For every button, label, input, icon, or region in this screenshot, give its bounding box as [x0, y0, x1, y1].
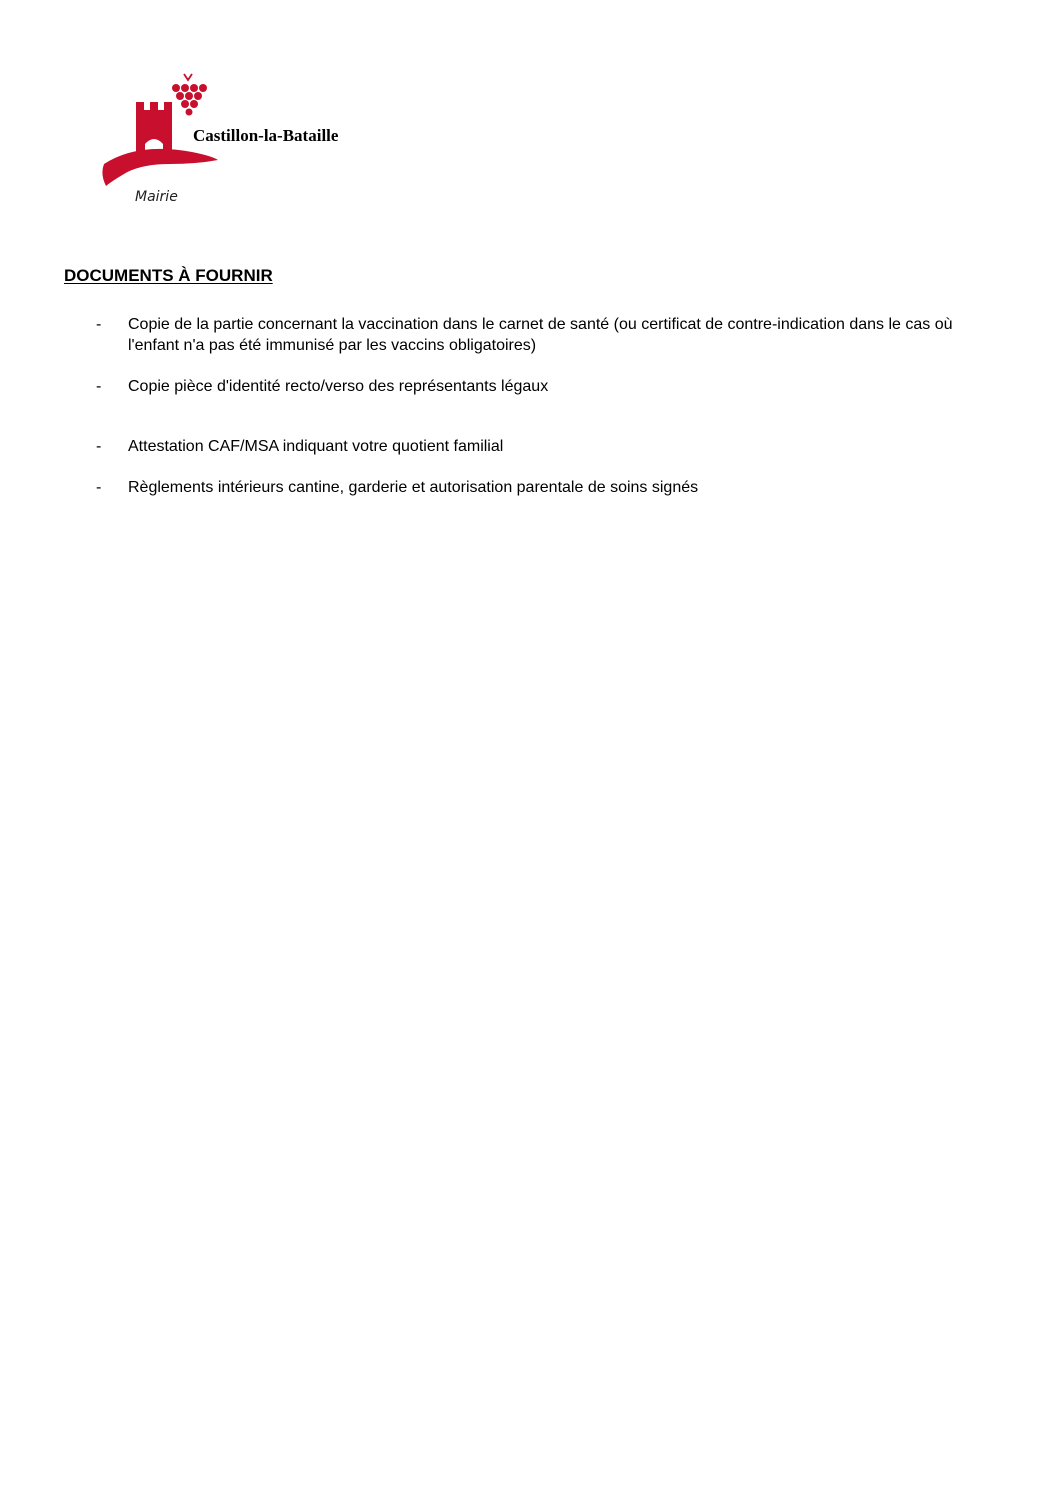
list-marker: - — [96, 479, 102, 496]
list-item-text: Copie pièce d'identité recto/verso des représentants légaux — [128, 378, 549, 395]
list-marker: - — [96, 316, 102, 333]
list-marker: - — [96, 438, 102, 455]
list-marker: - — [96, 378, 102, 395]
list-item-text: Règlements intérieurs cantine, garderie et autorisation parentale de soins signés — [128, 479, 699, 496]
list-item-text: Attestation CAF/MSA indiquant votre quotient familial — [128, 438, 504, 455]
municipal-logo — [100, 72, 400, 212]
list-item-text: Copie de la partie concernant la vaccination dans le carnet de santé (ou certificat de contre-indication dans le cas où l'enfant n'a pas été immunisé par les vaccins obligatoires) — [128, 316, 953, 354]
logo-town-name: Castillon-la-Bataille — [193, 126, 339, 145]
logo-subtitle: Mairie — [135, 189, 178, 205]
page-title: DOCUMENTS À FOURNIR — [64, 266, 273, 285]
